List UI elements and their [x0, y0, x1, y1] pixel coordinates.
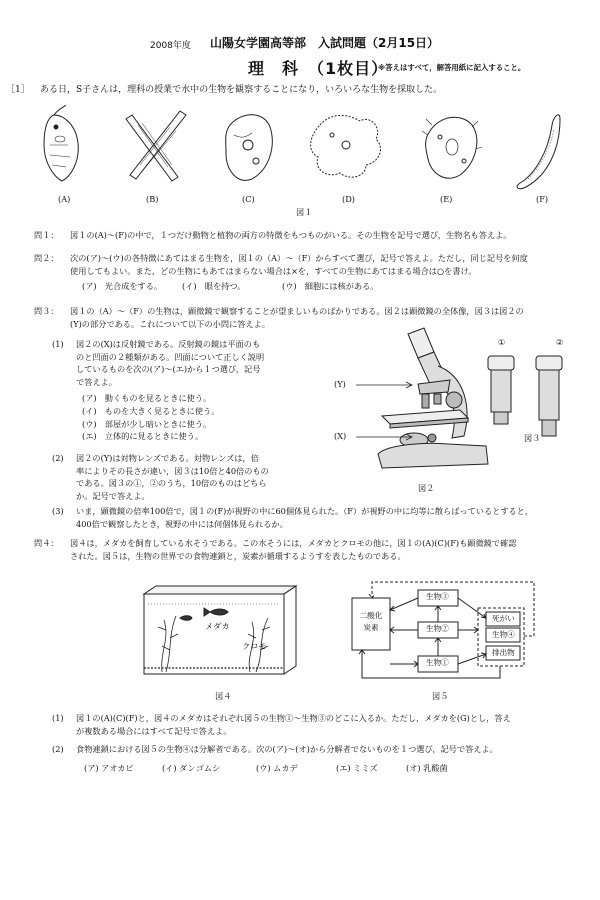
header-subject: 理 科 （1枚目） — [248, 59, 389, 78]
figure-3-caption: 図３ — [524, 433, 541, 443]
q3-sub3-number: (3) — [52, 506, 64, 516]
label-b: (B) — [146, 194, 159, 204]
q4-label: 問４： — [34, 538, 59, 548]
header-note: ※答えはすべて，解答用紙に記入すること。 — [378, 63, 526, 72]
fig5-dead: 死がい — [492, 614, 515, 623]
q2-options — [82, 280, 378, 293]
fig5-organism-4: 生物④ — [492, 630, 515, 639]
q4-sub2-options — [84, 762, 448, 775]
q4-sub2-option: (イ) ダンゴムシ — [162, 763, 221, 773]
q3-label: 問３： — [34, 306, 59, 316]
q3-line1: 図１の（A）～（F）の生物は，顕微鏡で観察することが望ましいものばかりである。図２は顕微鏡の全体像，図３は図２の — [70, 306, 524, 316]
label-e: (E) — [440, 194, 453, 204]
fig5-organism-3: 生物③ — [426, 592, 449, 601]
q3-line2: (Y)の部分である。これについて以下の小問に答えよ。 — [70, 319, 270, 329]
q3-sub2-text — [76, 452, 306, 502]
organism-a-drawing — [44, 105, 78, 181]
figure-3-lenses — [478, 352, 568, 442]
q3-sub1-option: (ア) 動くものを見るときに使う。 — [82, 393, 212, 404]
fig2-x-arrow — [356, 433, 416, 441]
label-a: (A) — [58, 194, 71, 204]
fig4-kuromo-label: クロモ — [242, 641, 267, 651]
fig5-organism-1: 生物① — [426, 658, 449, 667]
fig5-organism-2: 生物② — [426, 624, 449, 633]
q2-option-a: (ア) 光合成をする。 — [82, 281, 163, 291]
q4-sub2-option: (オ) 乳酸菌 — [406, 763, 448, 773]
fig5-waste: 排出物 — [492, 648, 515, 657]
fig5-co2-box — [355, 610, 387, 634]
q3-sub1-text — [76, 338, 306, 443]
q4-sub2-text: 食物連鎖における図５の生物④は分解者である。次の(ア)～(オ)から分解者でないものを１つ選び，記号で答えよ。 — [76, 744, 498, 754]
q2-label: 問２： — [34, 253, 59, 263]
fig4-medaka-label: メダカ — [205, 621, 230, 631]
figure-1-organisms — [20, 105, 580, 205]
fig5-co2-line1: 二酸化 — [359, 611, 383, 620]
q3-sub1-number: (1) — [52, 339, 64, 349]
q4-line1: 図４は，メダカを飼育している水そうである。この水そうには，メダカとクロモの他に，図１の(A)(C)(F)も顕微鏡で確認 — [70, 538, 517, 548]
q3-sub2-line: か。記号で答えよ。 — [76, 490, 150, 501]
q4-sub2-number: (2) — [52, 744, 64, 754]
q2-line2: 使用してもよい。また，どの生物にもあてはまらない場合は×を，すべての生物にあてはまる場合は○を書け。 — [70, 266, 477, 276]
q3-sub1-line: 図２の(X)は反射鏡である。反射鏡の鏡は平面のも — [76, 339, 261, 349]
q3-sub2-line: 図２の(Y)は対物レンズである。対物レンズは，倍 — [76, 453, 259, 463]
q3-sub1-option: (ウ) 部屋が少し暗いときに使う。 — [82, 418, 212, 429]
q3-sub2-number: (2) — [52, 453, 64, 463]
q4-sub2-option: (ア) アオカビ — [84, 763, 134, 773]
q4-sub2-option: (エ) ミミズ — [336, 763, 378, 773]
q4-sub1-number: (1) — [52, 713, 64, 723]
fig3-lens-2-label: ② — [556, 337, 564, 347]
label-c: (C) — [242, 194, 255, 204]
organism-e-drawing — [422, 117, 482, 178]
organism-b-drawing — [126, 111, 186, 181]
q3-sub3-line: 400倍で観察したとき，視野の中には何個体見られるか。 — [76, 518, 288, 529]
fig3-lens-1-label: ① — [498, 337, 506, 347]
organism-f-drawing — [517, 115, 560, 189]
lens-1-drawing — [488, 356, 514, 370]
q3-sub1-line: で答えよ。 — [76, 376, 117, 387]
organism-d-drawing — [311, 116, 381, 178]
q3-sub3-line: いま，顕微鏡の倍率100倍で，図１の(F)が視野の中に60個体見られた。（F）が視野の中に均等に散らばっているとすると， — [76, 506, 534, 516]
q3-sub1-option: (イ) ものを大きく見るときに使う。 — [82, 405, 220, 416]
figure-1-caption: 図１ — [296, 207, 313, 217]
q1-label: 問１： — [34, 230, 59, 240]
q4-sub2-option: (ウ) ムカデ — [256, 763, 298, 773]
q3-sub1-line: のと凹面の２種類がある。凹面について正しく説明 — [76, 351, 265, 362]
q4-line2: された。図５は，生物の世界での食物連鎖と，炭素が循環するようすを表したものである。 — [70, 551, 406, 561]
fig2-label-x: (X) — [334, 431, 347, 441]
q3-sub1-line: しているものを次の(ア)～(エ)から１つ選び，記号 — [76, 364, 261, 375]
header-year: 2008年度 — [150, 41, 191, 51]
organism-c-drawing — [226, 115, 273, 181]
fig2-y-arrow — [356, 381, 416, 389]
q4-sub1-text — [76, 712, 596, 737]
q3-sub1-option: (エ) 立体的に見るときに使う。 — [82, 431, 204, 442]
intro-text: ある日，S子さんは，理科の授業で水中の生物を観察することになり，いろいろな生物を採取した。 — [40, 85, 443, 95]
header-school-title: 山陽女学園高等部 入試問題（2月15日） — [210, 36, 440, 50]
q3-sub2-line: である。図３の①，②のうち，10倍のものはどちら — [76, 478, 267, 489]
fig5-co2-line2: 炭素 — [363, 623, 379, 632]
q2-line1: 次の(ア)～(ウ)の各特徴にあてはまる生物を，図１の（A）～（F）からすべて選び，記号で答えよ。ただし，同じ記号を何度 — [70, 253, 528, 263]
figure-5-caption: 図５ — [432, 691, 449, 701]
q1-text: 図１の(A)～(F)の中で，１つだけ動物と植物の両方の特徴をもつものがいる。その生物を記号で選び，生物名も答えよ。 — [70, 230, 512, 240]
label-d: (D) — [342, 194, 355, 204]
figure-4-caption: 図４ — [215, 691, 232, 701]
q4-sub1-line: が複数ある場合にはすべて記号で答えよ。 — [76, 725, 232, 736]
q4-sub1-line: 図１の(A)(C)(F)と，図４のメダカはそれぞれ図５の生物①～生物③のどこに入るか。ただし，メダカを(G)とし，答え — [76, 713, 511, 723]
q2-option-u: (ウ) 細胞には核がある。 — [282, 281, 379, 291]
fig2-label-y: (Y) — [334, 379, 346, 389]
figure-2-caption: 図２ — [418, 483, 435, 493]
section-number: ［1］ — [6, 85, 30, 95]
label-f: (F) — [536, 194, 549, 204]
q3-sub3-text — [76, 505, 596, 530]
q2-option-i: (イ) 眼を持つ。 — [182, 281, 246, 291]
lens-2-drawing — [536, 356, 562, 370]
q3-sub2-line: 率によりその長さが違い，図３は10倍と40倍のもの — [76, 465, 269, 476]
